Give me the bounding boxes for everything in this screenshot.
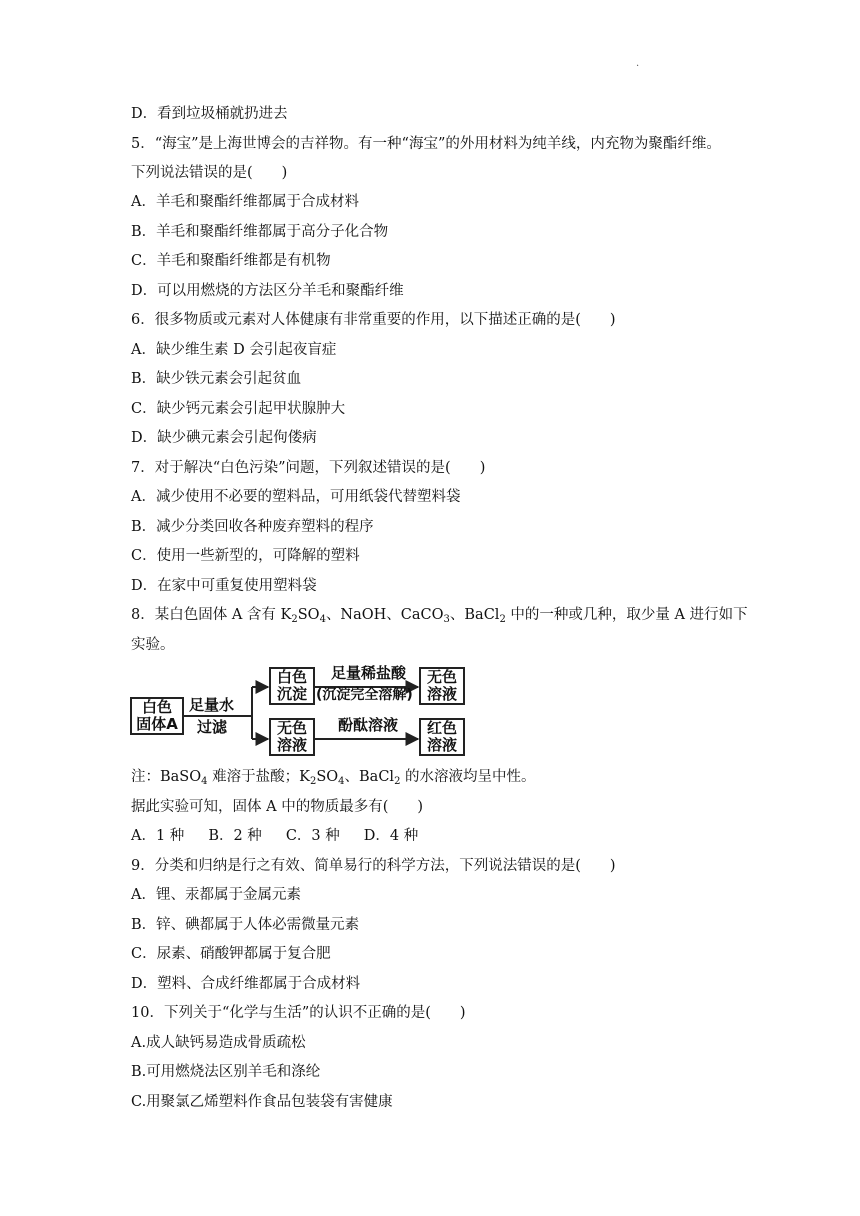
- box-text: 固体A: [136, 715, 178, 733]
- q6-option-b: B．缺少铁元素会引起贫血: [131, 371, 302, 387]
- q8-option-a: A．1 种: [131, 828, 185, 844]
- q10-option-a: A.成人缺钙易造成骨质疏松: [131, 1035, 306, 1051]
- box-text: 白色: [141, 698, 172, 716]
- q9-option-d: D．塑料、合成纤维都属于合成材料: [131, 976, 361, 992]
- box-text: 无色: [276, 719, 307, 737]
- q7-option-d: D．在家中可重复使用塑料袋: [131, 578, 317, 594]
- q8-options: [131, 826, 418, 846]
- q8-option-d: D．4 种: [363, 828, 419, 844]
- q4-option-d: D．看到垃圾桶就扔进去: [131, 106, 288, 122]
- box-text: 无色: [426, 668, 457, 686]
- box-text: 溶液: [426, 736, 457, 754]
- q7-stem: 7．对于解决“白色污染”问题，下列叙述错误的是( ): [131, 460, 486, 476]
- q10-option-b: B.可用燃烧法区别羊毛和涤纶: [131, 1064, 321, 1080]
- label-acid-note: (沉淀完全溶解): [316, 687, 413, 703]
- q6-option-a: A．缺少维生素 D 会引起夜盲症: [131, 342, 337, 358]
- label-filter: 过滤: [197, 718, 228, 736]
- q5-stem-cont: 下列说法错误的是( ): [131, 165, 288, 181]
- box-colorless-solution-top: [419, 667, 465, 705]
- box-text: 白色: [276, 668, 307, 686]
- experiment-flow-diagram: [130, 663, 500, 758]
- q5-option-d: D．可以用燃烧的方法区分羊毛和聚酯纤维: [131, 283, 404, 299]
- q5-stem: 5．“海宝”是上海世博会的吉祥物。有一种“海宝”的外用材料为纯羊线，内充物为聚酯纤维。: [131, 136, 721, 152]
- q9-option-c: C．尿素、硝酸钾都属于复合肥: [131, 946, 331, 962]
- q5-option-b: B．羊毛和聚酯纤维都属于高分子化合物: [131, 224, 389, 240]
- q7-option-a: A．减少使用不必要的塑料品，可用纸袋代替塑料袋: [131, 489, 461, 505]
- q5-option-a: A．羊毛和聚酯纤维都属于合成材料: [131, 194, 359, 210]
- box-white-solid-a: [130, 697, 184, 735]
- q8-stem: 8．某白色固体 A 含有 $K_2SO_4$、NaOH、CaCO$_3$、BaCl$_2$ 中的一种或几种，取少量 A 进行如下: [131, 607, 748, 625]
- q8-option-b: B．2 种: [208, 828, 262, 844]
- q6-option-d: D．缺少碘元素会引起佝偻病: [131, 430, 317, 446]
- q7-option-b: B．减少分类回收各种废弃塑料的程序: [131, 519, 374, 535]
- q10-option-c: C.用聚氯乙烯塑料作食品包装袋有害健康: [131, 1094, 393, 1110]
- q6-option-c: C．缺少钙元素会引起甲状腺肿大: [131, 401, 346, 417]
- q10-stem: 10．下列关于“化学与生活”的认识不正确的是( ): [131, 1005, 466, 1021]
- q8-question: 据此实验可知，固体 A 中的物质最多有( ): [131, 799, 424, 815]
- q8-note: 注：BaSO$_4$ 难溶于盐酸；$K_2SO_4$、BaCl$_2$ 的水溶液均呈中性。: [131, 769, 536, 787]
- q8-option-c: C．3 种: [285, 828, 340, 844]
- label-hydrochloric-acid: 足量稀盐酸: [331, 664, 407, 682]
- box-text: 溶液: [276, 736, 307, 754]
- box-colorless-filtrate: [269, 718, 315, 756]
- q9-stem: 9．分类和归纳是行之有效、简单易行的科学方法，下列说法错误的是( ): [131, 858, 616, 874]
- header-mark: .: [636, 58, 640, 69]
- q6-stem: 6．很多物质或元素对人体健康有非常重要的作用，以下描述正确的是( ): [131, 312, 616, 328]
- label-phenolphthalein: 酚酞溶液: [338, 716, 399, 734]
- q9-option-b: B．锌、碘都属于人体必需微量元素: [131, 917, 360, 933]
- box-white-precipitate: [269, 667, 315, 705]
- q5-option-c: C．羊毛和聚酯纤维都是有机物: [131, 253, 331, 269]
- q7-option-c: C．使用一些新型的，可降解的塑料: [131, 548, 360, 564]
- box-red-solution: [419, 718, 465, 756]
- label-water: 足量水: [189, 696, 235, 714]
- q8-stem-cont: 实验。: [131, 637, 175, 653]
- box-text: 沉淀: [276, 685, 307, 703]
- q9-option-a: A．锂、汞都属于金属元素: [131, 887, 301, 903]
- box-text: 红色: [426, 719, 457, 737]
- box-text: 溶液: [426, 685, 457, 703]
